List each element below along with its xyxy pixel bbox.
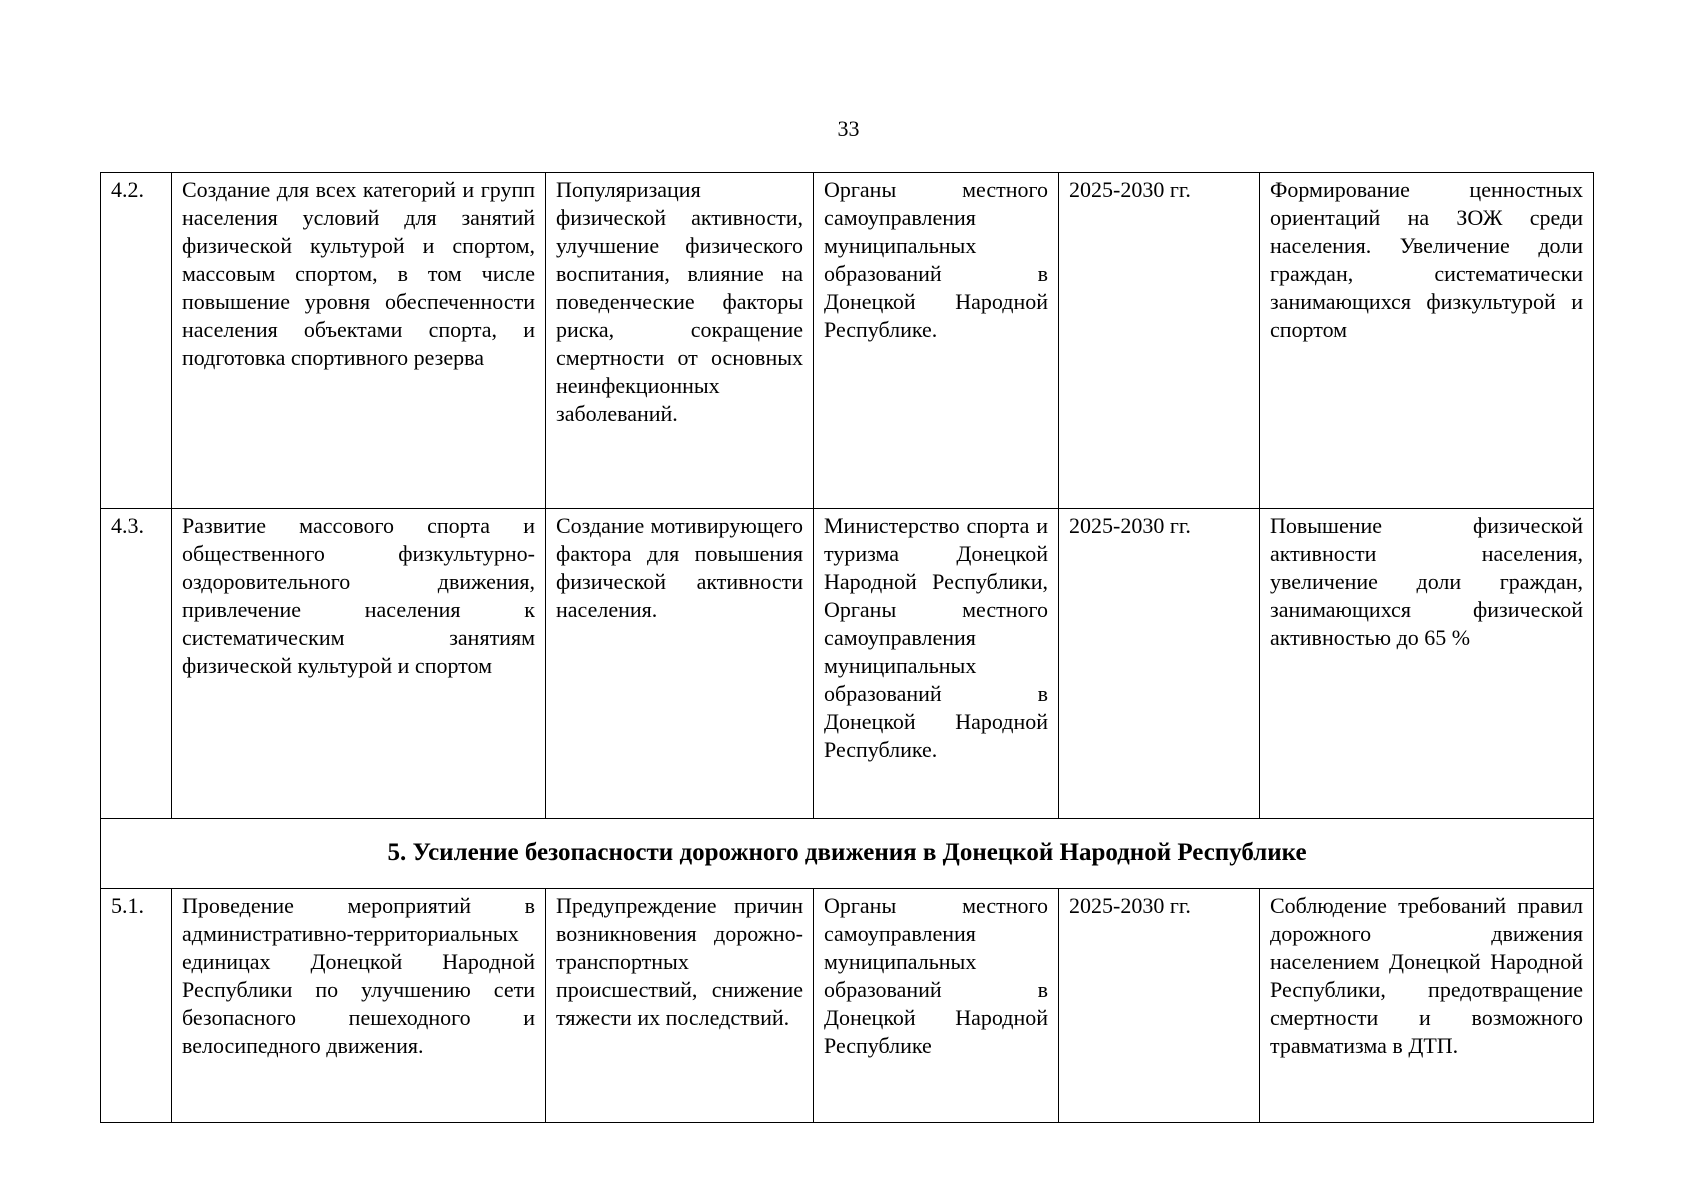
responsible-cell: Органы местного самоуправления муниципальных образований в Донецкой Народной Республике bbox=[814, 889, 1059, 1123]
row-number: 4.2. bbox=[101, 173, 172, 509]
period-cell: 2025-2030 гг. bbox=[1059, 509, 1260, 819]
period-cell: 2025-2030 гг. bbox=[1059, 173, 1260, 509]
responsible-cell: Министерство спорта и туризма Донецкой Народной Республики, Органы местного самоуправления муниципальных образований в Донецкой Народной Республике. bbox=[814, 509, 1059, 819]
table-row bbox=[101, 509, 1594, 819]
measure-cell: Создание для всех категорий и групп населения условий для занятий физической культурой и спортом, массовым спортом, в том числе повышение уровня обеспеченности населения объектами спорта, и подготовка спортивного резерва bbox=[172, 173, 546, 509]
period-cell: 2025-2030 гг. bbox=[1059, 889, 1260, 1123]
measure-cell: Развитие массового спорта и общественного физкультурно-оздоровительного движения, привлечение населения к систематическим занятиям физической культурой и спортом bbox=[172, 509, 546, 819]
goal-cell: Создание мотивирующего фактора для повышения физической активности населения. bbox=[546, 509, 814, 819]
measure-cell: Проведение мероприятий в административно-территориальных единицах Донецкой Народной Республики по улучшению сети безопасного пешеходного и велосипедного движения. bbox=[172, 889, 546, 1123]
section-row bbox=[101, 819, 1594, 889]
result-cell: Повышение физической активности населения, увеличение доли граждан, занимающихся физической активностью до 65 % bbox=[1260, 509, 1594, 819]
measures-table bbox=[100, 172, 1594, 1123]
goal-cell: Предупреждение причин возникновения дорожно-транспортных происшествий, снижение тяжести их последствий. bbox=[546, 889, 814, 1123]
responsible-cell: Органы местного самоуправления муниципальных образований в Донецкой Народной Республике. bbox=[814, 173, 1059, 509]
row-number: 4.3. bbox=[101, 509, 172, 819]
goal-cell: Популяризация физической активности, улучшение физического воспитания, влияние на поведенческие факторы риска, сокращение смертности от основных неинфекционных заболеваний. bbox=[546, 173, 814, 509]
result-cell: Формирование ценностных ориентаций на ЗОЖ среди населения. Увеличение доли граждан, систематически занимающихся физкультурой и спортом bbox=[1260, 173, 1594, 509]
section-title: 5. Усиление безопасности дорожного движения в Донецкой Народной Республике bbox=[101, 819, 1594, 889]
row-number: 5.1. bbox=[101, 889, 172, 1123]
page-number: 33 bbox=[837, 116, 860, 141]
table-row bbox=[101, 173, 1594, 509]
table-row bbox=[101, 889, 1594, 1123]
result-cell: Соблюдение требований правил дорожного движения населением Донецкой Народной Республики, предотвращение смертности и возможного травматизма в ДТП. bbox=[1260, 889, 1594, 1123]
